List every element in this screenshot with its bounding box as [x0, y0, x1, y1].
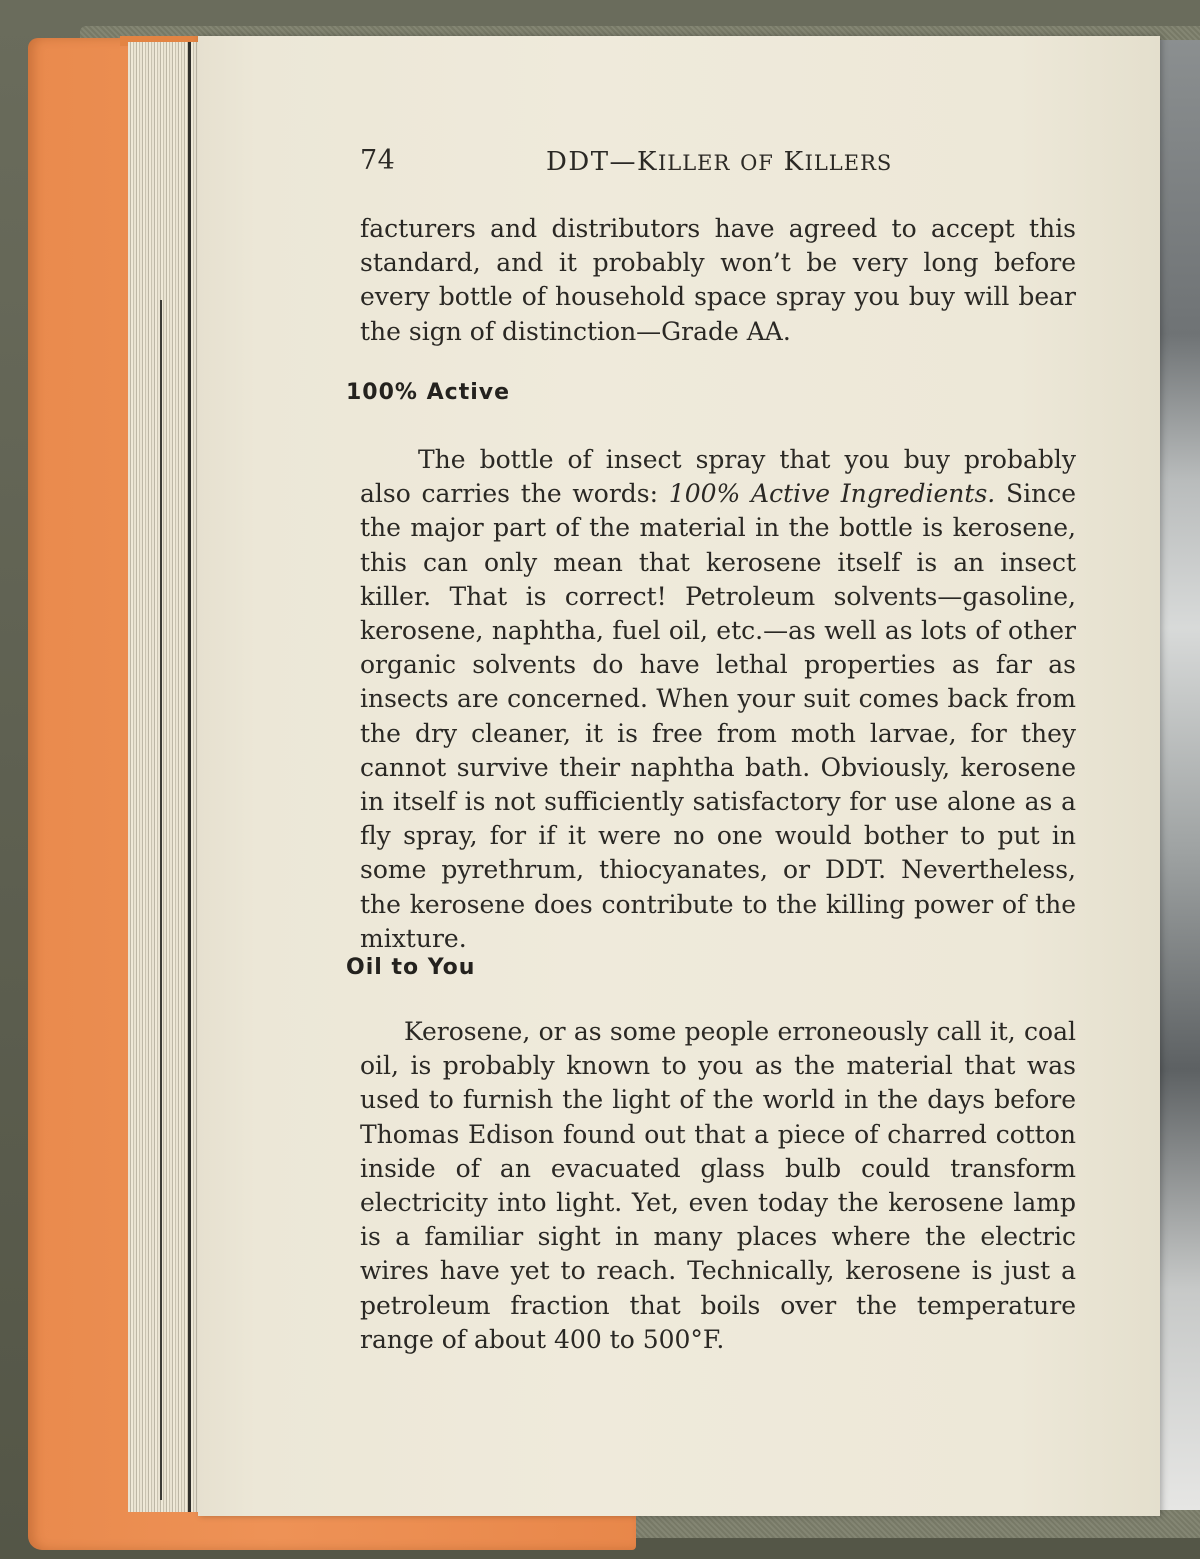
page-header	[360, 145, 1080, 185]
page-edge-shadow-line	[160, 300, 162, 1500]
active-paragraph	[360, 443, 1076, 956]
page-edges	[128, 42, 208, 1512]
page-number: 74	[360, 145, 396, 176]
section-heading-active: 100% Active	[346, 380, 511, 405]
active-ingredients-phrase: 100% Active Ingredients.	[668, 479, 996, 509]
running-head-word-killers: ILLERS	[804, 151, 893, 175]
section-heading-oil: Oil to You	[346, 955, 476, 980]
running-head-k: K	[783, 147, 805, 177]
intro-paragraph: facturers and distributors have agreed to accept this standard, and it probably won’t be very long before every bottle of household space spray you buy will bear the sign of distinction—Grade AA.	[360, 214, 1076, 346]
oil-paragraph: Kerosene, or as some people erroneously call it, coal oil, is probably known to you as the material that was used to furnish the light of the world in the days before Thomas Edison found out that a piece of charred cotton inside of an evacuated glass bulb could transform electricity into light. Yet, even today the kerosene lamp is a familiar sight in many places where the electric wires have yet to reach. Technically, kerosene is just a petroleum fraction that boils over the temperature range of about 400 to 500°F.	[360, 1017, 1076, 1354]
running-head-prefix: DDT—K	[546, 147, 658, 177]
active-paragraph-start: The bottle of insect spray that you buy probably also carries the words:	[360, 445, 1076, 509]
running-head-word-of: OF	[740, 151, 774, 175]
page-edge-shadow-line	[188, 42, 191, 1512]
facing-page-photo-edge	[1158, 40, 1200, 1510]
active-paragraph-rest: Since the major part of the material in the bottle is kerosene, this can only mean that kerosene itself is an insect killer. That is correct! Petroleum solvents—gasoline, kerosene, naphtha, fuel oil, etc.—as well as lots of other organic solvents do have lethal properties as far as insects are concerned. When your suit comes back from the dry cleaner, it is free from moth larvae, for they cannot survive their naphtha bath. Obviously, kerosene in itself is not sufficiently satisfactory for use alone as a fly spray, for if it were no one would bother to put in some pyrethrum, thiocyanates, or DDT. Nevertheless, the kerosene does contribute to the killing power of the mixture.	[360, 479, 1076, 953]
running-head	[546, 147, 892, 177]
running-head-word-killer: ILLER	[657, 151, 731, 175]
